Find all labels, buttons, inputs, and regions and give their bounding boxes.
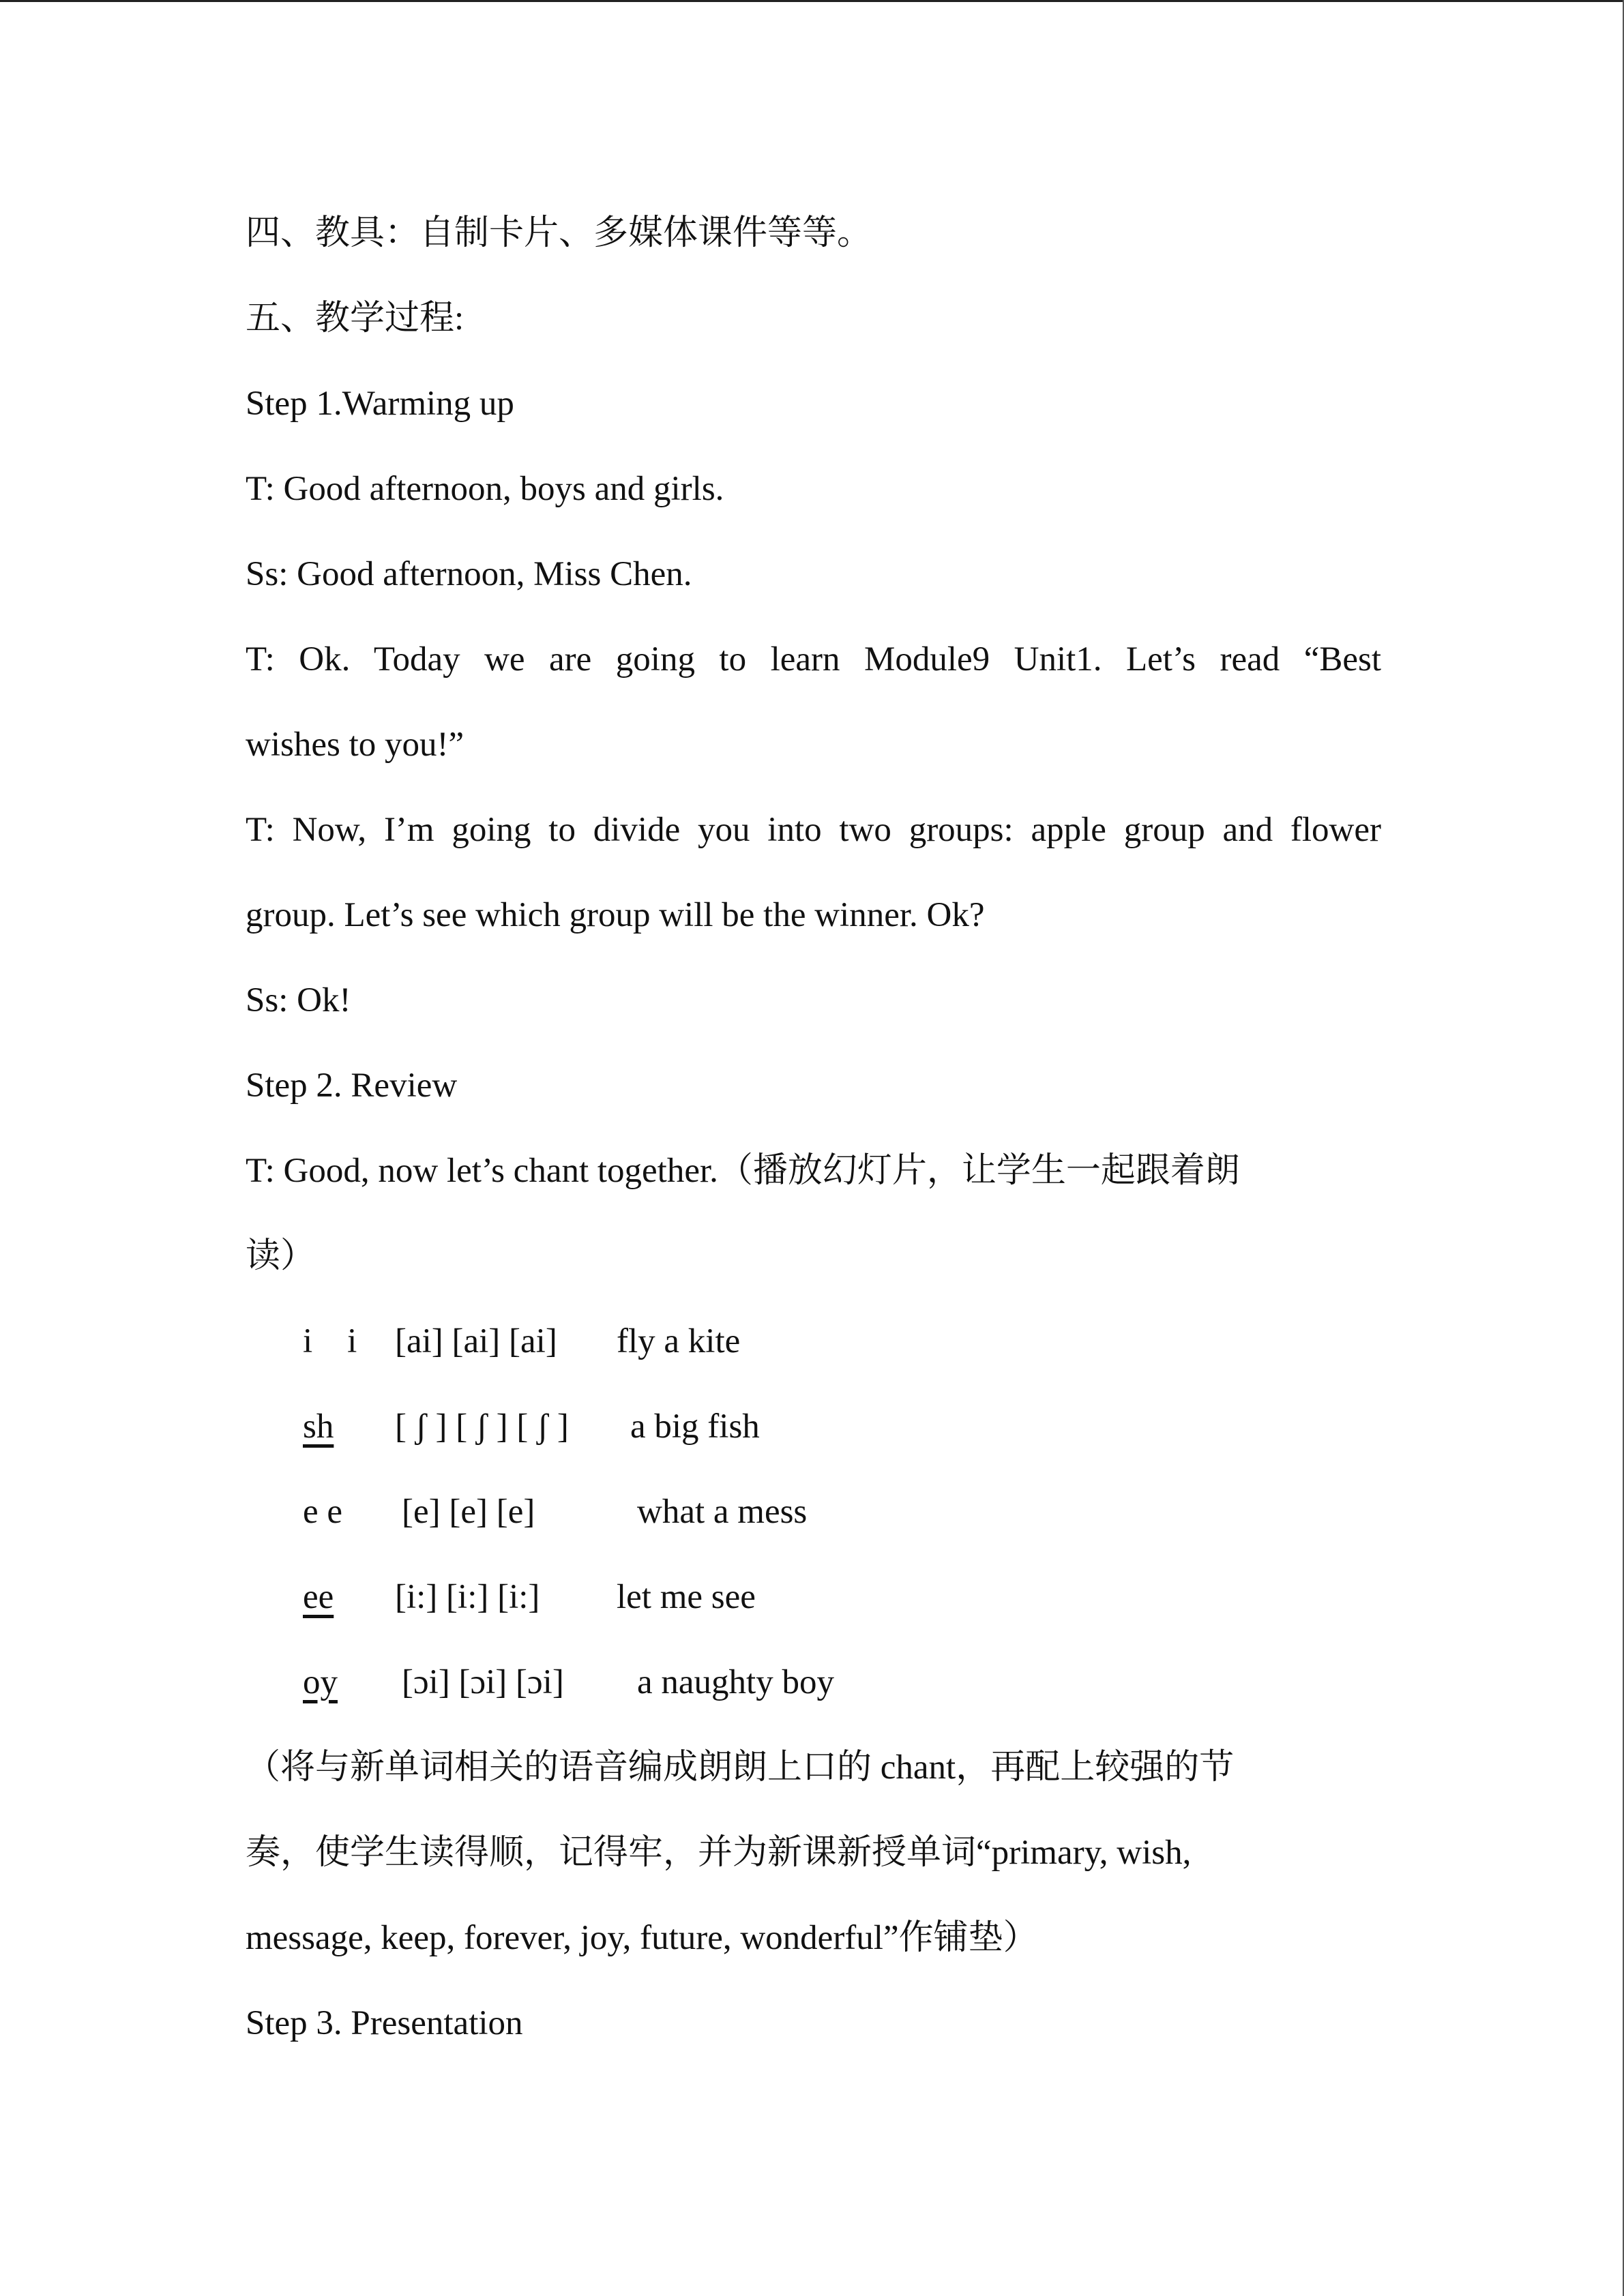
chant-phonetics: [ ʃ ] [ ʃ ] [ ʃ ] — [395, 1407, 569, 1446]
chant-row — [246, 1470, 1381, 1555]
chant-phonetics: [ai] [ai] [ai] — [395, 1322, 557, 1360]
chant-letters-text: sh — [303, 1407, 334, 1446]
chant-phonetics: [ɔi] [ɔi] [ɔi] — [402, 1663, 564, 1701]
chant-phrase: a big fish — [630, 1407, 760, 1446]
page-top-border — [0, 0, 1624, 2]
chant-letters — [303, 1384, 395, 1470]
teaching-note: （将与新单词相关的语音编成朗朗上口的 chant，再配上较强的节 — [246, 1748, 1235, 1787]
chant-row — [246, 1640, 1381, 1725]
section-heading-teaching-aids: 四、教具：自制卡片、多媒体课件等等。 — [246, 214, 872, 252]
chant-phrase: what a mess — [637, 1493, 808, 1531]
chant-phrase: let me see — [617, 1578, 756, 1616]
chant-row — [246, 1384, 1381, 1470]
dialogue-line: T: Ok. Today we are going to learn Module9 Unit1. Let’s read “Best — [246, 640, 1381, 679]
dialogue-line-continued: 读） — [246, 1237, 316, 1275]
dialogue-line: T: Now, I’m going to divide you into two groups: apple group and flower — [246, 811, 1381, 849]
chant-letters — [303, 1640, 402, 1725]
step-2-heading: Step 2. Review — [246, 1067, 458, 1105]
chant-phonetics: [i:] [i:] [i:] — [395, 1578, 540, 1616]
dialogue-line-continued: group. Let’s see which group will be the winner. Ok? — [246, 896, 985, 934]
step-3-heading: Step 3. Presentation — [246, 2004, 523, 2042]
dialogue-line: Ss: Ok! — [246, 981, 351, 1019]
chant-phrase: a naughty boy — [637, 1663, 834, 1701]
dialogue-line: T: Good, now let’s chant together.（播放幻灯片，让学生一起跟着朗 — [246, 1152, 1240, 1190]
dialogue-line-continued: wishes to you!” — [246, 726, 464, 764]
chant-letters-text: oy — [303, 1663, 338, 1701]
document-body — [246, 191, 1381, 2066]
chant-row — [246, 1555, 1381, 1640]
teaching-note-continued: 奏，使学生读得顺，记得牢，并为新课新授单词“primary, wish, — [246, 1834, 1192, 1872]
chant-row — [246, 1299, 1381, 1384]
chant-letters-text: ee — [303, 1578, 334, 1616]
dialogue-line: T: Good afternoon, boys and girls. — [246, 470, 724, 508]
dialogue-line: Ss: Good afternoon, Miss Chen. — [246, 555, 692, 593]
chant-letters — [303, 1555, 395, 1640]
chant-letters: i i — [303, 1322, 357, 1360]
chant-phonetics: [e] [e] [e] — [402, 1493, 535, 1531]
chant-phrase: fly a kite — [617, 1322, 741, 1360]
chant-letters: e e — [303, 1493, 343, 1531]
step-1-heading: Step 1.Warming up — [246, 385, 514, 423]
section-heading-teaching-process: 五、教学过程: — [246, 299, 464, 338]
teaching-note-continued: message, keep, forever, joy, future, wonderful”作铺垫） — [246, 1919, 1038, 1957]
